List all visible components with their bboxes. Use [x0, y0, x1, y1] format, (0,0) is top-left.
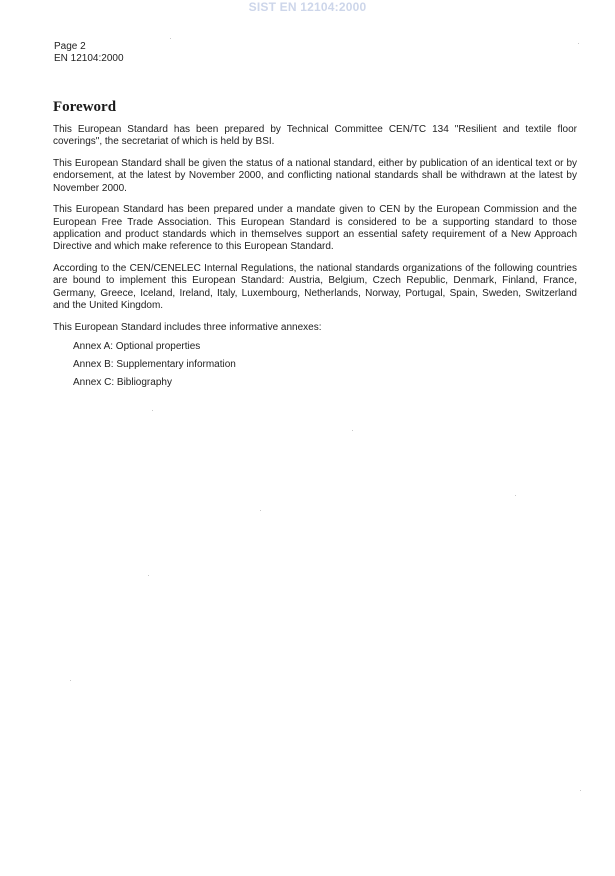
scan-speck	[70, 680, 71, 681]
scan-speck	[578, 43, 579, 44]
watermark: SIST EN 12104:2000	[248, 0, 367, 14]
scan-speck	[260, 510, 261, 511]
scan-speck	[352, 430, 353, 431]
scan-speck	[152, 410, 153, 411]
annex-item-c: Annex C: Bibliography	[73, 377, 172, 389]
scan-speck	[148, 575, 149, 576]
foreword-body	[53, 124, 577, 395]
annex-intro: This European Standard includes three informative annexes:	[53, 321, 322, 333]
section-title: Foreword	[53, 99, 117, 115]
paragraph-committee: This European Standard has been prepared by Technical Committee CEN/TC 134 "Resilient and textile floor coverings", the secretariat of which is held by BSI.	[53, 124, 577, 148]
annex-item-b: Annex B: Supplementary information	[73, 359, 236, 371]
annex-item-a: Annex A: Optional properties	[73, 341, 201, 353]
scan-speck	[515, 495, 516, 496]
paragraph-regulations: According to the CEN/CENELEC Internal Regulations, the national standards organizations of the following countries are bound to implement this European Standard: Austria, Belgium, Czech Republic, Denmark, Finland, France, Germany, Greece, Iceland, Ireland, Italy, Luxembourg, Netherlands, Norway, Portugal, Spain, Sweden, Switzerland and the United Kingdom.	[53, 263, 577, 312]
scan-speck	[170, 38, 171, 39]
page-header	[54, 41, 124, 65]
paragraph-status: This European Standard shall be given the status of a national standard, either by publication of an identical text or by endorsement, at the latest by November 2000, and conflicting national standards shall be withdrawn at the latest by November 2000.	[53, 158, 577, 194]
annex-list	[53, 341, 577, 389]
scan-speck	[580, 790, 581, 791]
paragraph-mandate: This European Standard has been prepared under a mandate given to CEN by the European Commission and the European Free Trade Association. This European Standard is considered to be a supporting standard to those application and product standards which in themselves support an essential safety requirement of a New Approach Directive and which make reference to this European Standard.	[53, 204, 577, 253]
document-number: EN 12104:2000	[54, 53, 124, 64]
page-number: Page 2	[54, 41, 86, 52]
